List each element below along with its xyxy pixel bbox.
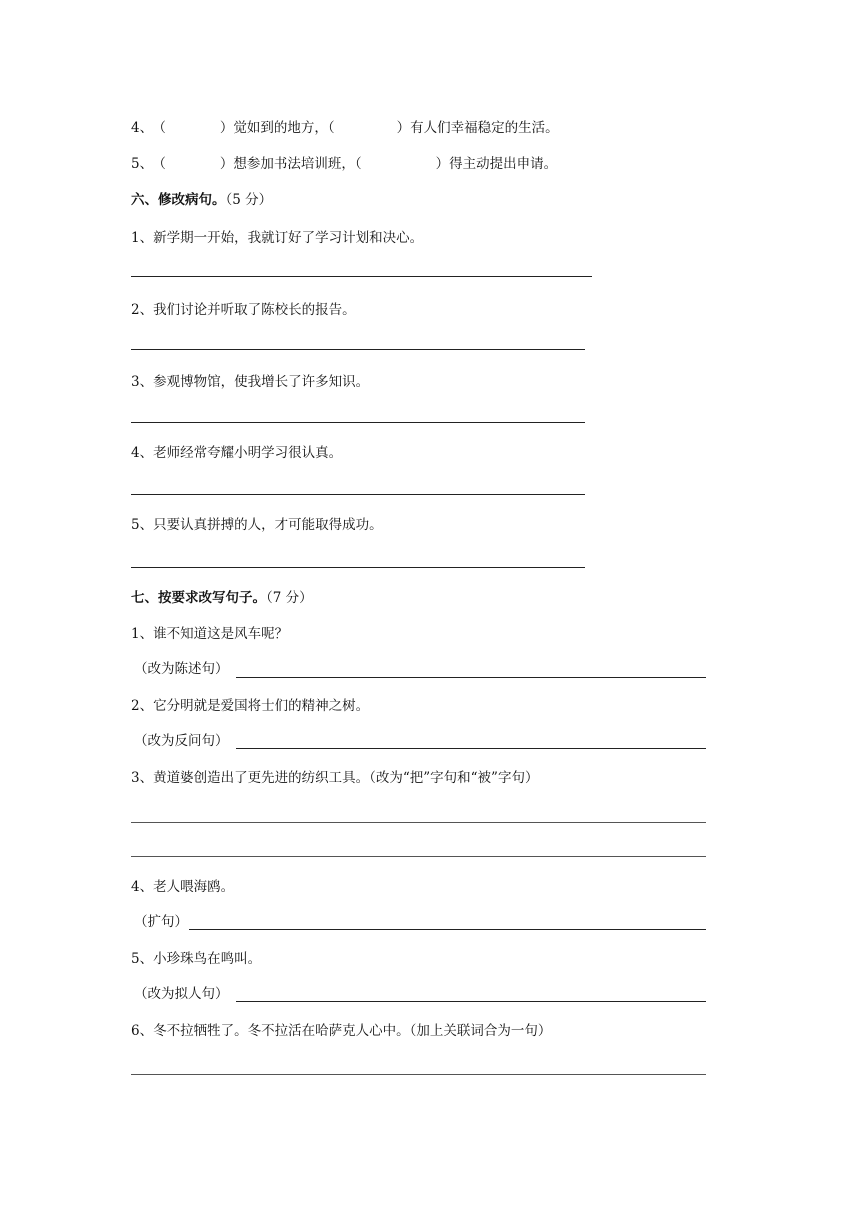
- answer-line[interactable]: [131, 349, 585, 350]
- section-score: （7 分）: [266, 590, 313, 606]
- rewrite-prompt: （扩句）: [134, 914, 188, 930]
- section-7-question-4: 4、老人喂海鸥。: [131, 879, 235, 895]
- answer-line[interactable]: [131, 494, 585, 495]
- fill-in-item-5: [131, 155, 557, 173]
- paren-close: ）: [219, 156, 234, 172]
- paren-close: ）: [396, 120, 411, 136]
- answer-line[interactable]: [236, 1001, 706, 1002]
- paren-open: （: [159, 120, 166, 136]
- section-7-question-3: 3、黄道婆创造出了更先进的纺织工具。（改为“把”字句和“被”字句）: [131, 770, 539, 786]
- sentence-middle: 想参加书法培训班，: [233, 156, 355, 172]
- section-6-heading: [131, 191, 272, 209]
- item-number: 4、: [131, 120, 154, 136]
- sentence-tail: 得主动提出申请。: [449, 156, 558, 172]
- section-6-question-2: 2、我们讨论并听取了陈校长的报告。: [131, 302, 356, 318]
- answer-line[interactable]: [131, 856, 706, 857]
- paren-close: ）: [435, 156, 450, 172]
- paren-open: （: [327, 120, 335, 136]
- paren-close: ）: [219, 120, 234, 136]
- answer-line[interactable]: [236, 748, 706, 749]
- fill-in-item-4: [131, 119, 559, 137]
- rewrite-prompt: （改为反问句）: [134, 733, 229, 749]
- section-6-question-4: 4、老师经常夸耀小明学习很认真。: [131, 445, 343, 461]
- section-6-question-5: 5、只要认真拼搏的人，才可能取得成功。: [131, 517, 383, 533]
- section-7-question-5: 5、小珍珠鸟在鸣叫。: [131, 951, 262, 967]
- section-6-question-1: 1、新学期一开始，我就订好了学习计划和决心。: [131, 230, 424, 246]
- rewrite-prompt: （改为陈述句）: [134, 661, 229, 677]
- answer-line[interactable]: [131, 1074, 706, 1075]
- sentence-middle: 觉如到的地方，: [233, 120, 328, 136]
- section-7-question-2: 2、它分明就是爱国将士们的精神之树。: [131, 698, 370, 714]
- item-number: 5、: [131, 156, 154, 172]
- sentence-tail: 有人们幸福稳定的生活。: [410, 120, 559, 136]
- section-7-question-1: 1、谁不知道这是风车呢？: [131, 626, 289, 642]
- section-score: （5 分）: [225, 192, 273, 208]
- rewrite-prompt: （改为拟人句）: [134, 986, 229, 1002]
- answer-line[interactable]: [131, 567, 585, 568]
- answer-line[interactable]: [189, 929, 706, 930]
- answer-line[interactable]: [131, 422, 585, 423]
- section-6-question-3: 3、参观博物馆，使我增长了许多知识。: [131, 374, 370, 390]
- section-7-heading: [131, 589, 313, 607]
- section-title: 六、修改病句。: [131, 192, 226, 208]
- answer-line[interactable]: [131, 822, 706, 823]
- answer-line[interactable]: [236, 677, 706, 678]
- section-7-question-6: 6、冬不拉牺牲了。冬不拉活在哈萨克人心中。（加上关联词合为一句）: [131, 1023, 552, 1039]
- paren-open: （: [354, 156, 362, 172]
- answer-line[interactable]: [131, 276, 592, 277]
- section-title: 七、按要求改写句子。: [131, 590, 266, 606]
- paren-open: （: [159, 156, 166, 172]
